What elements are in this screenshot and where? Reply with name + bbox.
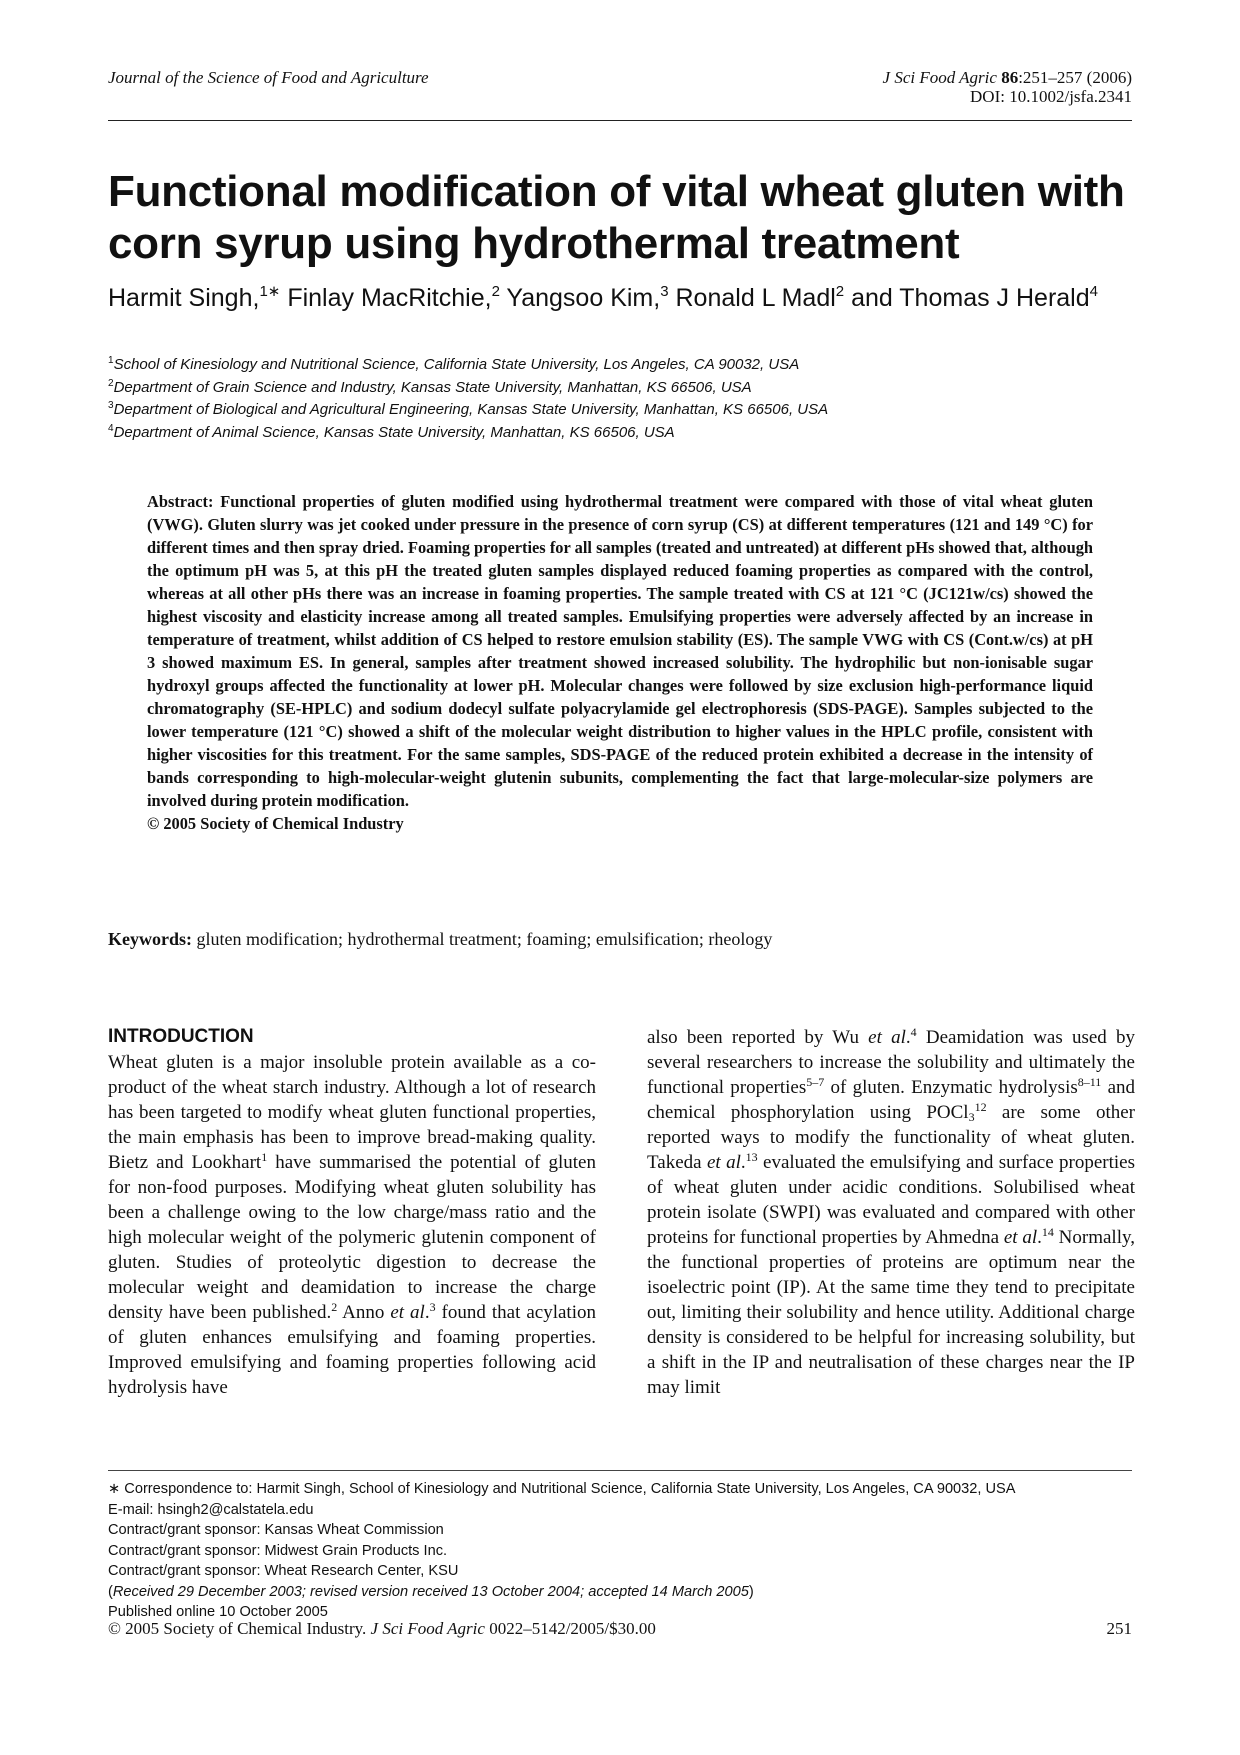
article-title: Functional modification of vital wheat gluten with corn syrup using hydrothermal treatment [108, 167, 1125, 268]
footnotes [108, 1479, 1132, 1623]
affiliation-text: School of Kinesiology and Nutritional Science, California State University, Los Angeles, CA 90032, USA [113, 356, 800, 373]
affiliation [108, 377, 1132, 400]
body-text: of gluten. Enzymatic hydrolysis [824, 1077, 1078, 1098]
footer-copyright-text: © 2005 Society of Chemical Industry. [108, 1619, 371, 1638]
body-text: Deamidation was used by several researchers to increase the solubility and ultimately the functional properties [647, 1027, 1136, 1098]
keywords-text: gluten modification; hydrothermal treatment; foaming; emulsification; rheology [192, 929, 773, 949]
citation-ref[interactable]: 14 [1041, 1225, 1054, 1239]
et-al: et al [1003, 1227, 1038, 1248]
keywords [108, 927, 1132, 951]
body-text: found that acylation of gluten enhances emulsifying and foaming properties. Improved emulsifying and foaming properties following acid hydrolysis have [108, 1302, 596, 1398]
published-online: Published online 10 October 2005 [108, 1604, 328, 1620]
footer-journal: J Sci Food Agric [370, 1619, 485, 1638]
body-text: are some other reported ways to modify the functionality of wheat gluten. Takeda [647, 1102, 1135, 1173]
body-text: Normally, the functional properties of proteins are optimum near the isoelectric point (IP). At the same time they tend to precipitate out, limiting their solubility and hence utility. Additional charge density is considered to be helpful for increasing solubility, but a shift in the IP and neutralisation of these charges near the IP may limit [647, 1227, 1136, 1398]
grant-sponsor: Contract/grant sponsor: Wheat Research Center, KSU [108, 1563, 459, 1579]
author-name: and Thomas J Herald [851, 284, 1090, 312]
et-al: et al [868, 1027, 906, 1048]
citation-ref[interactable]: 13 [745, 1150, 758, 1164]
citation-line [883, 68, 1132, 87]
footnote-rule [108, 1470, 1132, 1471]
affiliation-text: Department of Animal Science, Kansas State University, Manhattan, KS 66506, USA [113, 423, 675, 441]
affiliation-list [108, 354, 1132, 444]
footer-copyright [108, 1619, 656, 1639]
affiliation-number: 3 [108, 400, 114, 411]
body-text: . [905, 1027, 911, 1048]
abstract-text: Abstract: Functional properties of gluten modified using hydrothermal treatment were compared with those of vital wheat gluten (VWG). Gluten slurry was jet cooked under pressure in the presence of corn syrup (CS) at different temperatures (121 and 149 °C) for different times and then spray dried. Foaming properties for all samples (treated and untreated) at different pHs showed that, although the optimum pH was 5, at this pH the treated gluten samples displayed reduced foaming properties as compared with the control, whereas at all other pHs there was an increase in foaming properties. The sample treated with CS at 121 °C (JC121w/cs) showed the highest viscosity and elasticity increase among all treated samples. Emulsifying properties were adversely affected by an increase in temperature of treatment, whilst addition of CS helped to restore emulsion stability (ES). The sample VWG with CS (Cont.w/cs) at pH 3 showed maximum ES. In general, samples after treatment showed increased solubility. The hydrophilic but non-ionisable sugar hydroxyl groups affected the functionality at lower pH. Molecular changes were followed by size exclusion high-performance liquid chromatography (SE-HPLC) and sodium dodecyl sulfate polyacrylamide gel electrophoresis (SDS-PAGE). Samples subjected to the lower temperature (121 °C) showed a shift of the molecular weight distribution to higher values in the HPLC profile, consistent with higher viscosities for this treatment. For the same samples, SDS-PAGE of the reduced protein exhibited a decrease in the intensity of bands corresponding to high-molecular-weight glutenin subunits, complementing the fact that large-molecular-size polymers are involved during protein modification. [147, 492, 1093, 810]
citation-pages: :251–257 (2006) [1018, 68, 1132, 87]
et-al: et al [706, 1152, 741, 1173]
et-al: et al [390, 1302, 425, 1323]
body-text: have summarised the potential of gluten for non-food purposes. Modifying wheat gluten solubility has been a challenge owing to the low charge/mass ratio and the high molecular weight of the polymeric glutenin component of gluten. Studies of proteolytic digestion to decrease the molecular weight and deamidation to increase the charge density have been published. [108, 1152, 596, 1323]
author-affiliation-mark: 3 [660, 283, 669, 300]
header-rule [108, 120, 1132, 121]
author-list [108, 282, 1128, 314]
author-name: Harmit Singh, [108, 284, 260, 312]
affiliation-text: Department of Grain Science and Industry, Kansas State University, Manhattan, KS 66506, USA [113, 378, 752, 396]
body-text: Anno [337, 1302, 391, 1323]
paren-open: ( [108, 1583, 113, 1600]
keywords-label: Keywords: [108, 929, 192, 949]
abstract-copyright: © 2005 Society of Chemical Industry [147, 814, 404, 833]
grant-sponsor: Contract/grant sponsor: Kansas Wheat Commission [108, 1522, 444, 1538]
paren-close: ) [748, 1583, 754, 1600]
author-affiliation-mark: 2 [491, 283, 500, 300]
received-dates [108, 1582, 1132, 1603]
body-text: . [424, 1302, 430, 1323]
citation-ref[interactable]: 4 [910, 1025, 917, 1039]
abstract [147, 490, 1093, 835]
affiliation [108, 399, 1132, 422]
author-name: Finlay MacRitchie, [287, 284, 492, 312]
affiliation-number: 1 [108, 355, 114, 366]
email[interactable]: E-mail: hsingh2@calstatela.edu [108, 1501, 314, 1518]
body-column-right [647, 1025, 1135, 1400]
chemical-subscript: 3 [968, 1110, 975, 1124]
citation-ref[interactable]: 2 [331, 1300, 338, 1314]
citation-volume: 86 [1001, 68, 1019, 87]
received-text: Received 29 December 2003; revised version received 13 October 2004; accepted 14 March 2005 [112, 1583, 749, 1600]
author-name: Yangsoo Kim, [506, 284, 661, 312]
body-text: . [1037, 1227, 1042, 1248]
affiliation-text: Department of Biological and Agricultural Engineering, Kansas State University, Manhattan, KS 66506, USA [113, 401, 829, 418]
journal-name: Journal of the Science of Food and Agriculture [108, 68, 429, 87]
footer-issn: 0022–5142/2005/$30.00 [484, 1619, 656, 1638]
author-affiliation-mark: 4 [1089, 283, 1098, 300]
citation-ref[interactable]: 8–11 [1077, 1075, 1102, 1089]
page-number: 251 [1106, 1619, 1132, 1638]
body-column-left [108, 1050, 596, 1400]
author-name: Ronald L Madl [675, 284, 836, 312]
body-text: . [740, 1152, 746, 1173]
affiliation-number: 2 [108, 377, 114, 389]
citation-header [883, 68, 1132, 106]
grant-sponsor: Contract/grant sponsor: Midwest Grain Products Inc. [108, 1542, 448, 1559]
section-heading-introduction: INTRODUCTION [108, 1026, 254, 1047]
affiliation [108, 422, 1132, 445]
body-text: Wheat gluten is a major insoluble protein available as a co-product of the wheat starch industry. Although a lot of research has been targeted to modify wheat gluten functional properties, the main emphasis has been to improve bread-making quality. Bietz and Lookhart [108, 1052, 596, 1173]
citation-journal: J Sci Food Agric [882, 68, 997, 87]
body-text: and chemical phosphorylation using POCl [647, 1077, 1135, 1123]
correspondence-note: ∗ Correspondence to: Harmit Singh, School of Kinesiology and Nutritional Science, California State University, Los Angeles, CA 90032, USA [108, 1481, 1016, 1497]
citation-ref[interactable]: 12 [974, 1100, 987, 1114]
doi[interactable]: DOI: 10.1002/jsfa.2341 [970, 87, 1132, 106]
body-text: also been reported by Wu [647, 1027, 869, 1048]
author-affiliation-mark: 2 [835, 283, 845, 300]
body-text: evaluated the emulsifying and surface properties of wheat gluten under acidic conditions. Solubilised wheat protein isolate (SWPI) was evaluated and compared with other proteins for functional properties by Ahmedna [647, 1152, 1135, 1248]
affiliation [108, 354, 1132, 377]
citation-ref[interactable]: 1 [261, 1150, 268, 1164]
citation-ref[interactable]: 5–7 [806, 1075, 825, 1089]
affiliation-number: 4 [108, 422, 114, 434]
author-affiliation-mark: 1∗ [259, 283, 281, 300]
citation-ref[interactable]: 3 [429, 1300, 436, 1314]
